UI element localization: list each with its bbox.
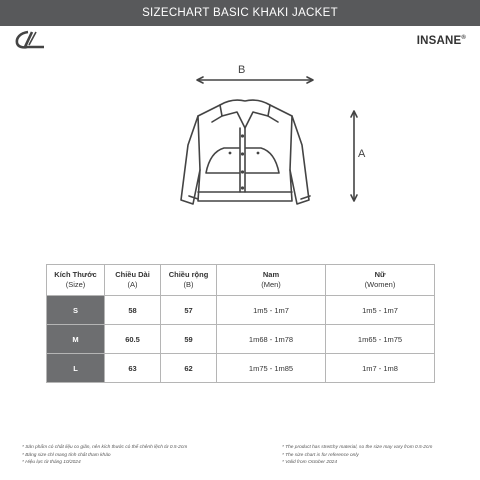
header-main: Nam: [262, 269, 280, 279]
header-main: Nữ: [374, 269, 386, 279]
notes-english: [282, 444, 432, 467]
width-cell: 62: [161, 354, 217, 383]
length-cell: 58: [105, 296, 161, 325]
header-length: [105, 265, 161, 296]
header-main: Chiều rộng: [168, 269, 209, 279]
table-row: [47, 325, 435, 354]
header-size: [47, 265, 105, 296]
width-cell: 57: [161, 296, 217, 325]
button: [241, 134, 244, 137]
note-line: * The product has stretchy material, so the size may vary from 0.5-2cm: [282, 445, 433, 450]
header-bar: [0, 0, 480, 26]
header-main: Kích Thước: [54, 269, 97, 279]
width-cell: 59: [161, 325, 217, 354]
header-men: [217, 265, 326, 296]
header-sub: (A): [127, 280, 138, 289]
jacket-collar: [220, 100, 270, 128]
jacket-diagram: [140, 60, 380, 220]
length-cell: 63: [105, 354, 161, 383]
right-pocket: [246, 148, 279, 173]
note-line: * Bảng size chỉ mang tính chất tham khảo: [22, 452, 111, 458]
pocket-button: [229, 152, 232, 155]
brand-trademark: ®: [461, 35, 466, 42]
table-row: [47, 296, 435, 325]
women-height-cell: 1m7 - 1m8: [326, 354, 435, 383]
button: [241, 186, 244, 189]
brand-wordmark: [417, 35, 466, 47]
brand-logo-icon: [14, 30, 48, 50]
button: [241, 152, 244, 155]
header-sub: (Size): [65, 280, 86, 289]
size-cell: L: [47, 354, 105, 383]
header-sub: (Women): [364, 280, 396, 289]
pocket-button: [257, 152, 260, 155]
men-height-cell: 1m75 - 1m85: [217, 354, 326, 383]
men-height-cell: 1m68 - 1m78: [217, 325, 326, 354]
men-height-cell: 1m5 - 1m7: [217, 296, 326, 325]
header-sub: (B): [183, 280, 194, 289]
note-line: * Hiệu lực từ tháng 10/2024: [22, 460, 81, 466]
brand-name: INSANE: [416, 35, 462, 47]
width-label: B: [238, 64, 246, 76]
table-header-row: [47, 265, 435, 296]
note-line: * Valid from October 2024: [282, 460, 338, 466]
header-women: [326, 265, 435, 296]
women-height-cell: 1m5 - 1m7: [326, 296, 435, 325]
table-row: [47, 354, 435, 383]
size-cell: M: [47, 325, 105, 354]
button: [241, 170, 244, 173]
header-main: Chiều Dài: [115, 269, 150, 279]
note-line: * Sản phẩm có chất liệu co giãn, nên kích thước có thể chênh lệch từ 0.5-2cm: [22, 445, 188, 450]
header-width: [161, 265, 217, 296]
header-sub: (Men): [261, 280, 281, 289]
notes-vietnamese: [22, 444, 187, 467]
left-pocket: [206, 148, 239, 173]
note-line: * The size chart is for reference only: [282, 452, 359, 458]
size-cell: S: [47, 296, 105, 325]
women-height-cell: 1m65 - 1m75: [326, 325, 435, 354]
size-table: [46, 264, 435, 383]
length-label: A: [358, 148, 366, 160]
length-cell: 60.5: [105, 325, 161, 354]
page-title: SIZECHART BASIC KHAKI JACKET: [142, 7, 338, 19]
